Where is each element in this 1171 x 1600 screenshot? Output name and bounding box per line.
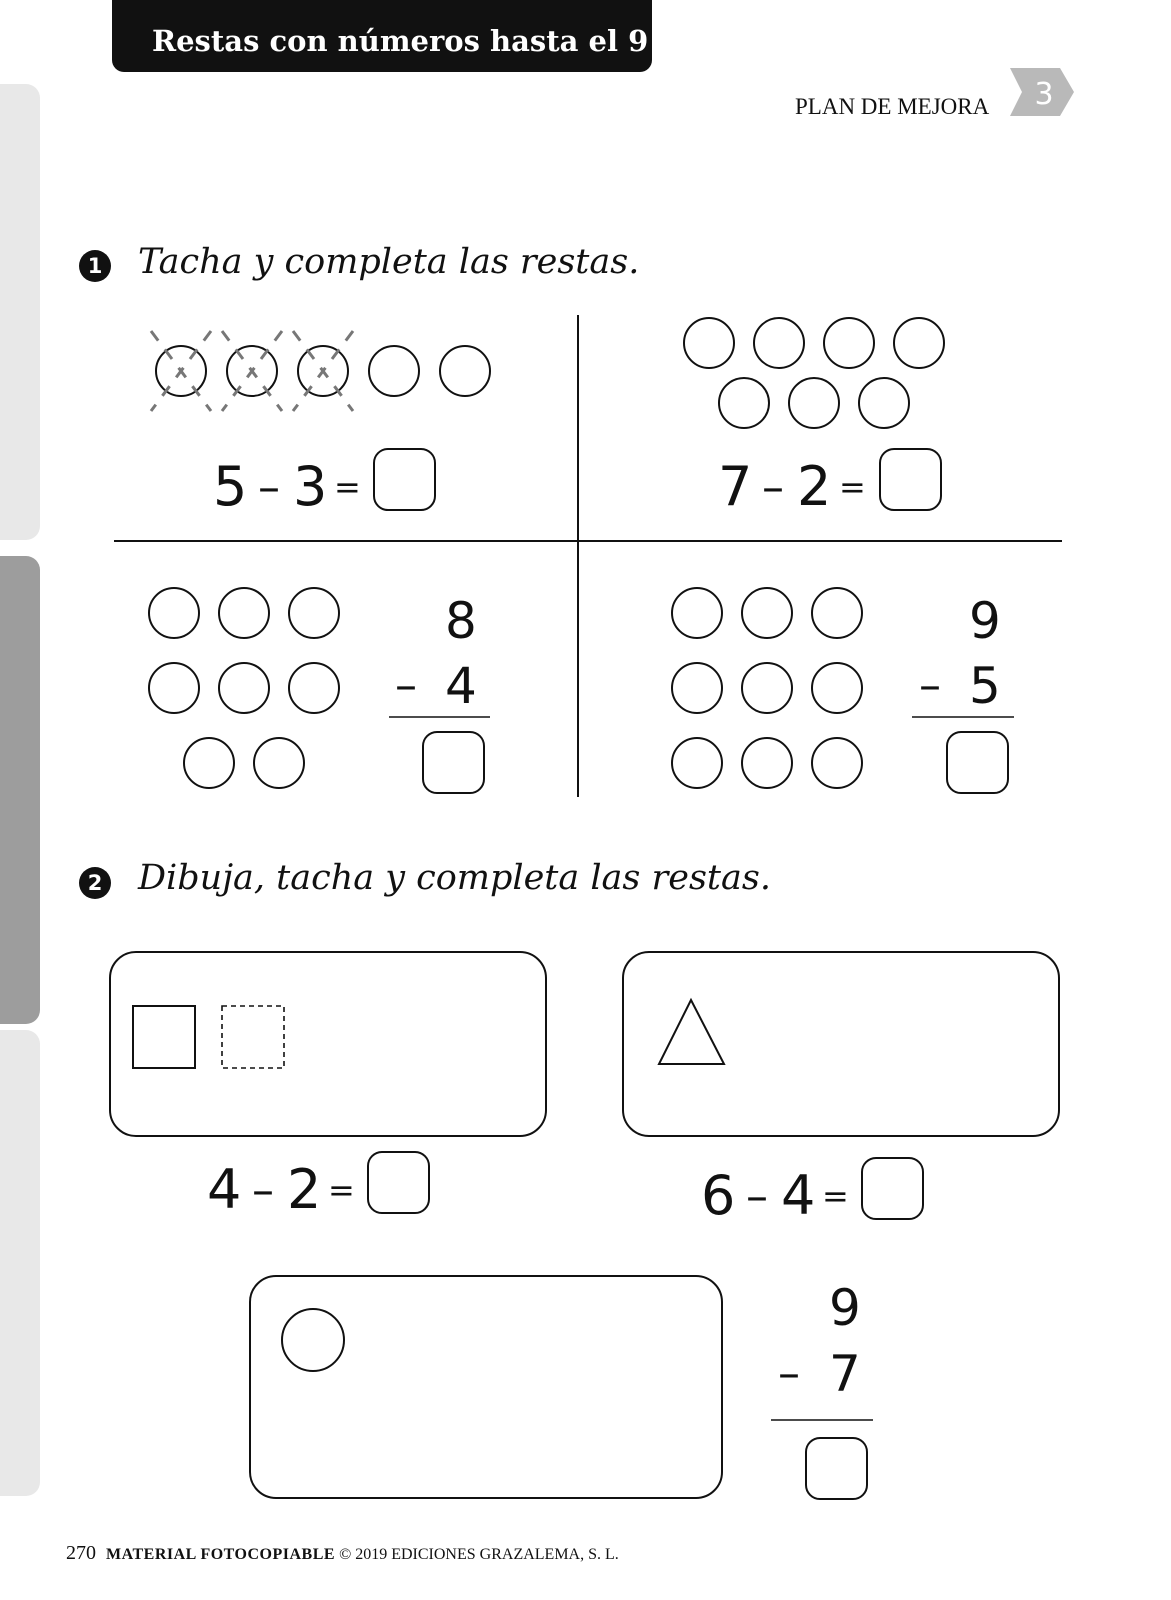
counter-circle <box>684 318 734 368</box>
dashed-square-icon <box>222 1006 284 1068</box>
problem-2a <box>110 952 546 1221</box>
subtrahend: 4 <box>445 657 477 715</box>
exercise-2-area <box>0 900 1171 1520</box>
minuend: 5 <box>213 455 248 518</box>
answer-box[interactable] <box>880 449 941 510</box>
equals-sign: = <box>334 468 361 506</box>
counter-circle <box>289 663 339 713</box>
subtrahend: 5 <box>969 657 1001 715</box>
drawing-area[interactable] <box>110 952 546 1136</box>
subtrahend: 7 <box>829 1345 861 1403</box>
answer-box[interactable] <box>423 732 484 793</box>
exercise-1-bullet: 1 <box>79 250 111 282</box>
counter-circle <box>254 738 304 788</box>
problem-1c <box>149 588 490 793</box>
subtrahend: 2 <box>287 1158 322 1221</box>
counter-circle <box>812 663 862 713</box>
minus-sign: – <box>252 1165 274 1216</box>
counter-circle <box>742 588 792 638</box>
minus-sign: – <box>778 1348 800 1399</box>
subtrahend: 2 <box>797 455 832 518</box>
minuend: 7 <box>718 455 753 518</box>
minus-sign: – <box>395 660 417 711</box>
problem-2b <box>623 952 1059 1227</box>
square-icon <box>133 1006 195 1068</box>
minuend: 6 <box>701 1164 736 1227</box>
counter-circle <box>812 588 862 638</box>
minus-sign: – <box>258 462 280 513</box>
exercise-1-instruction: Tacha y completa las restas. <box>138 242 640 282</box>
answer-box[interactable] <box>947 732 1008 793</box>
problem-1a <box>151 331 490 518</box>
counter-circle <box>894 318 944 368</box>
answer-box[interactable] <box>374 449 435 510</box>
minus-sign: – <box>919 660 941 711</box>
minus-sign: – <box>762 462 784 513</box>
counter-circle <box>369 346 419 396</box>
cross-marks <box>151 331 353 411</box>
plan-label: PLAN DE MEJORA <box>795 94 990 119</box>
counter-circle <box>219 588 269 638</box>
problem-1b <box>684 318 944 518</box>
counter-circle <box>440 346 490 396</box>
counter-circle <box>289 588 339 638</box>
equals-sign: = <box>839 468 866 506</box>
counter-circle <box>149 663 199 713</box>
footer-label: MATERIAL FOTOCOPIABLE <box>106 1546 336 1563</box>
minuend: 8 <box>445 592 477 650</box>
counter-circle <box>859 378 909 428</box>
minuend: 9 <box>829 1279 861 1337</box>
page-number: 270 <box>66 1542 96 1564</box>
minuend: 9 <box>969 592 1001 650</box>
drawing-area[interactable] <box>623 952 1059 1136</box>
counter-circle <box>754 318 804 368</box>
counter-circle <box>672 738 722 788</box>
exercise-2-bullet: 2 <box>79 867 111 899</box>
counter-circle <box>672 663 722 713</box>
problem-1d <box>672 588 1014 793</box>
answer-box[interactable] <box>806 1438 867 1499</box>
page-title: Restas con números hasta el 9 <box>152 24 649 58</box>
counter-circle <box>742 738 792 788</box>
subtrahend: 3 <box>293 455 328 518</box>
minus-sign: – <box>746 1171 768 1222</box>
footer-copyright: © 2019 EDICIONES GRAZALEMA, S. L. <box>339 1546 619 1563</box>
counter-circle <box>184 738 234 788</box>
subtrahend: 4 <box>781 1164 816 1227</box>
counter-circle <box>719 378 769 428</box>
counter-circle <box>812 738 862 788</box>
circle-icon <box>282 1309 344 1371</box>
exercise-2-instruction: Dibuja, tacha y completa las restas. <box>138 858 771 898</box>
equals-sign: = <box>328 1171 355 1209</box>
equals-sign: = <box>822 1177 849 1215</box>
counter-circle <box>149 588 199 638</box>
counter-circle <box>789 378 839 428</box>
answer-box[interactable] <box>862 1158 923 1219</box>
answer-box[interactable] <box>368 1152 429 1213</box>
counter-circle <box>824 318 874 368</box>
footer <box>66 1542 619 1565</box>
problem-2c <box>250 1276 873 1499</box>
minuend: 4 <box>207 1158 242 1221</box>
counter-circle <box>672 588 722 638</box>
chapter-number: 3 <box>1034 77 1054 112</box>
counter-circle <box>219 663 269 713</box>
counter-circle <box>742 663 792 713</box>
triangle-icon <box>659 1000 724 1064</box>
